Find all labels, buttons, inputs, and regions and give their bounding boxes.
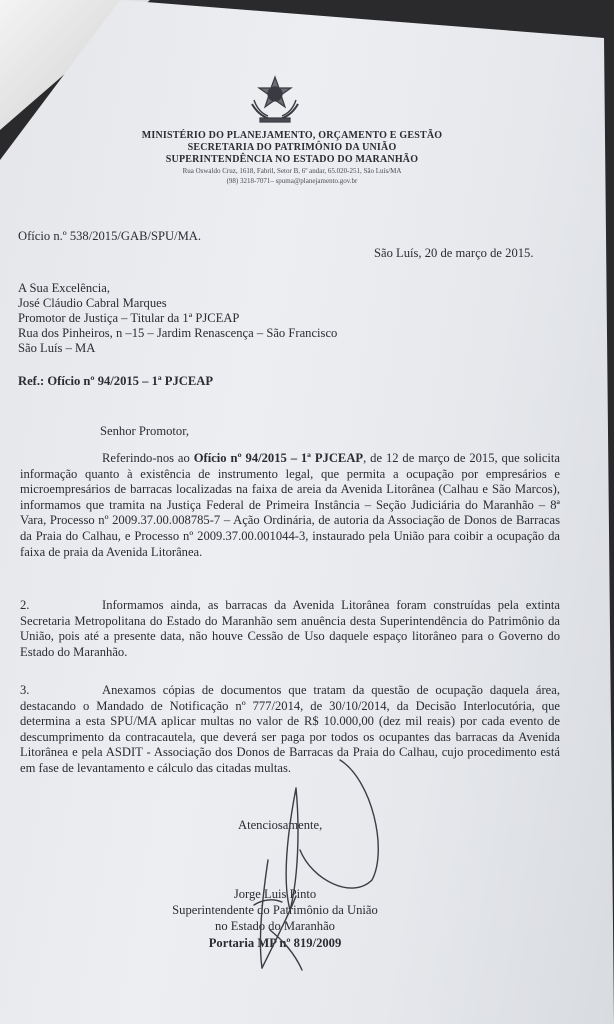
paragraph-1-bold: Ofício nº 94/2015 – 1ª PJCEAP [193,451,364,465]
paragraph-1-rest: , de 12 de março de 2015, que solicita informação quanto à existência de instrumento legal, que permita a ocupação por empresários e microempresários de barracas localizadas na faixa de areia da Avenida Litorânea (Calhau e São Marcos), informamos que tramita na Justiça Federal de Primeira Instância – Seção Judiciária do Maranhão – 8ª Vara, Processo nº 2009.37.00.008785-7 – Ação Ordinária, de autoria da Associação de Donos de Barracas da Praia do Calhau, e Processo nº 2009.37.00.001044-3, instaurado pela União para coibir a ocupação da faixa de praia da Avenida Litorânea. [20,451,560,559]
salutation: Senhor Promotor, [100,424,190,438]
paragraph-3-number: 3. [20,683,30,697]
signatory-title-2: no Estado do Maranhão [215,919,335,933]
signatory-name: Jorge Luis Pinto [233,887,317,901]
closing: Atenciosamente, [238,818,323,832]
signatory-portaria: Portaria MP nº 819/2009 [208,936,342,950]
paragraph-2-number: 2. [20,598,30,612]
recipient-line: São Luís – MA [18,341,96,355]
letter-reference-number: Ofício n.º 538/2015/GAB/SPU/MA. [18,229,202,243]
recipient-line: A Sua Excelência, [18,281,110,295]
paragraph-1-lead: Referindo-nos ao [102,451,194,465]
recipient-line: Promotor de Justiça – Titular da 1ª PJCEAP [18,311,240,325]
paragraph-2 [20,598,560,660]
paragraph-3-text: Anexamos cópias de documentos que tratam da questão de ocupação daquela área, destacando o Mandado de Notificação nº 777/2014, de 30/10/2014, da Decisão Interlocutória, que determina a esta SPU/MA aplicar multas no valor de R$ 10.000,00 (dez mil reais) por cada evento de descumprimento da contracautela, que deverá ser paga por todos os ocupantes das barracas da Avenida Litorânea e pela ASDIT - Associação dos Donos de Barracas da Praia do Calhau, cujo procedimento está em fase de levantamento e cálculo das citadas multas. [20,683,560,775]
header-address: Rua Oswaldo Cruz, 1618, Fabril, Setor B, 6º andar, 65.020-251, São Luís/MA [182,167,402,175]
paragraph-1 [20,451,560,560]
recipient-line: José Cláudio Cabral Marques [18,296,167,310]
paragraph-2-text: Informamos ainda, as barracas da Avenida Litorânea foram construídas pela extinta Secretaria Metropolitana do Estado do Maranhão sem anuência desta Superintendência do Patrimônio da União, pois até a presente data, não houve Cessão de Uso daquele espaço litorâneo para o Governo do Estado do Maranhão. [20,598,560,659]
header-secretariat: SECRETARIA DO PATRIMÔNIO DA UNIÃO [187,142,397,153]
reference-line: Ref.: Ofício nº 94/2015 – 1ª PJCEAP [18,374,214,388]
letter-place-date: São Luís, 20 de março de 2015. [374,246,534,260]
header-contact: (98) 3218-7071– spuma@planejamento.gov.br [226,177,358,185]
signatory-title-1: Superintendente do Patrimônio da União [172,903,378,917]
header-ministry: MINISTÉRIO DO PLANEJAMENTO, ORÇAMENTO E GESTÃO [141,130,443,141]
brazil-coat-of-arms-icon [246,74,304,126]
header-superintendency: SUPERINTENDÊNCIA NO ESTADO DO MARANHÃO [165,154,419,165]
paragraph-3 [20,683,560,777]
recipient-line: Rua dos Pinheiros, n –15 – Jardim Renascença – São Francisco [18,326,338,340]
